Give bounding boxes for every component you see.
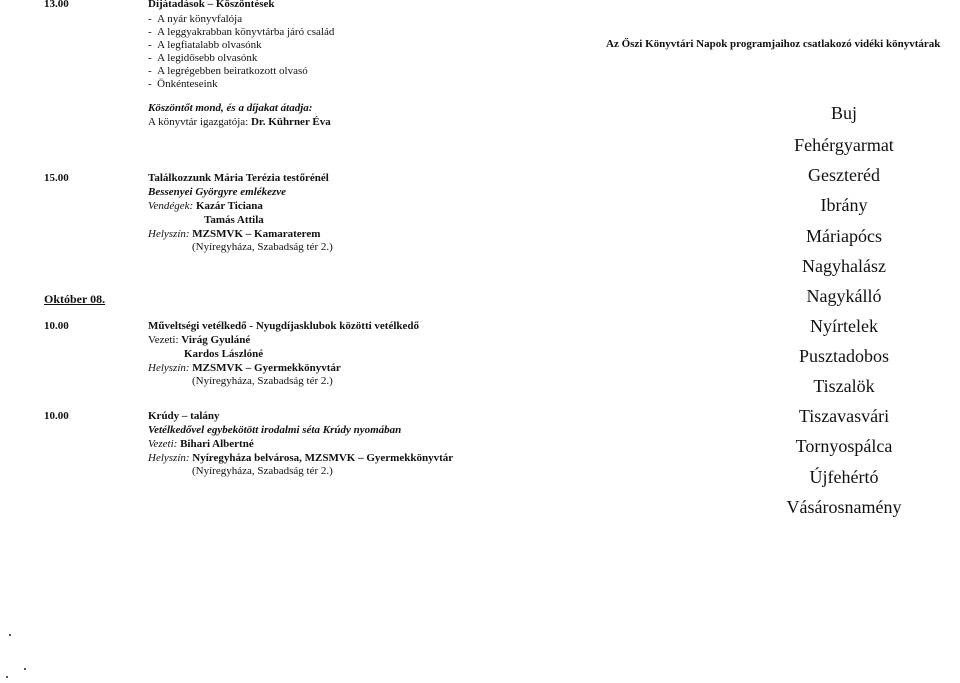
lead-line xyxy=(148,438,254,451)
town-fehergyarmat: Fehérgyarmat xyxy=(794,135,894,155)
list-item: - A leggyakrabban könyvtárba járó család xyxy=(148,26,334,39)
guests-line xyxy=(148,200,263,213)
town-mariapocs: Máriapócs xyxy=(806,226,882,246)
place-label: Helyszín: xyxy=(148,452,190,464)
place-label: Helyszín: xyxy=(148,362,190,374)
town-nagyhalasz: Nagyhalász xyxy=(802,256,886,276)
place-value: Nyíregyháza belvárosa, MZSMVK – Gyermekkönyvtár xyxy=(192,452,454,464)
block2-subtitle: Bessenyei Györgyre emlékezve xyxy=(148,186,287,198)
presenter-role: A könyvtár igazgatója: xyxy=(148,116,249,128)
town-nyirtelek: Nyírtelek xyxy=(810,316,878,336)
town-buj: Buj xyxy=(830,103,857,123)
town-tiszalok: Tiszalök xyxy=(813,376,875,396)
list-item: - A legrégebben beiratkozott olvasó xyxy=(148,65,334,78)
town-geszterd: Geszteréd xyxy=(808,165,880,185)
libraries-heading: Az Őszi Könyvtári Napok programjaihoz csatlakozó vidéki könyvtárak xyxy=(606,38,941,50)
presenter-line xyxy=(148,116,331,129)
town-vasarosnameny: Vásárosnamény xyxy=(786,497,902,517)
place-label: Helyszín: xyxy=(148,228,190,240)
block1-title: Díjátadások – Köszöntések xyxy=(148,0,275,10)
place-value: MZSMVK – Kamaraterem xyxy=(192,228,321,240)
time-13-00: 13.00 xyxy=(44,0,69,10)
list-item: - Önkénteseink xyxy=(148,78,334,91)
guest-2: Tamás Attila xyxy=(204,214,264,226)
presenter-label: Köszöntőt mond, és a díjakat átadja: xyxy=(148,102,313,114)
lead-1: Virág Gyuláné xyxy=(181,334,251,346)
town-tiszavasvari: Tiszavasvári xyxy=(798,406,890,426)
lead-line xyxy=(148,334,250,347)
time-10-00-a: 10.00 xyxy=(44,320,69,332)
address: (Nyíregyháza, Szabadság tér 2.) xyxy=(192,375,333,387)
block2-title: Találkozzunk Mária Terézia testőrénél xyxy=(148,172,329,184)
guests-label: Vendégek: xyxy=(148,200,194,212)
time-10-00-b: 10.00 xyxy=(44,410,69,422)
town-pusztadobos: Pusztadobos xyxy=(799,346,889,366)
place-line xyxy=(148,362,341,375)
lead-value: Bihari Albertné xyxy=(180,438,254,450)
lead-2: Kardos Lászlóné xyxy=(184,348,264,360)
town-ujfeherto: Újfehértó xyxy=(809,467,879,487)
award-list xyxy=(148,13,334,91)
lead-label: Vezeti: xyxy=(148,438,178,450)
block4-subtitle: Vetélkedővel egybekötött irodalmi séta Krúdy nyomában xyxy=(148,424,402,436)
list-item: - A legidősebb olvasónk xyxy=(148,52,334,65)
address: (Nyíregyháza, Szabadság tér 2.) xyxy=(192,241,333,253)
place-line xyxy=(148,228,320,241)
block4-title: Krúdy – talány xyxy=(148,410,220,422)
list-item: - A nyár könyvfalója xyxy=(148,13,334,26)
block3-title: Műveltségi vetélkedő - Nyugdíjasklubok közötti vetélkedő xyxy=(148,320,420,332)
town-nagykallo: Nagykálló xyxy=(806,286,882,306)
place-value: MZSMVK – Gyermekkönyvtár xyxy=(192,362,341,374)
guest-1: Kazár Ticiana xyxy=(195,200,263,212)
town-tornyospalca: Tornyospálca xyxy=(795,436,893,456)
scan-speck xyxy=(9,634,11,636)
date-heading: Október 08. xyxy=(44,292,106,306)
lead-label: Vezeti: xyxy=(148,334,179,346)
town-ibrany: Ibrány xyxy=(820,195,868,215)
place-line xyxy=(148,452,453,465)
address: (Nyíregyháza, Szabadság tér 2.) xyxy=(192,465,333,477)
time-15-00: 15.00 xyxy=(44,172,69,184)
presenter-name: Dr. Kührner Éva xyxy=(250,116,331,128)
scan-speck xyxy=(6,676,8,678)
scan-speck xyxy=(24,668,26,670)
list-item: - A legfiatalabb olvasónk xyxy=(148,39,334,52)
